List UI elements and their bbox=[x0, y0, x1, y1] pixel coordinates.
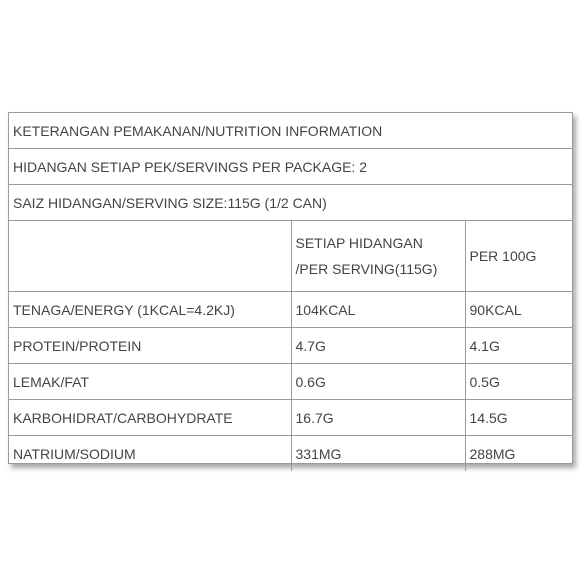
table-title: KETERANGAN PEMAKANAN/NUTRITION INFORMATION bbox=[9, 113, 572, 149]
header-per-serving-line1: SETIAP HIDANGAN bbox=[295, 235, 423, 251]
header-per-serving-line2: /PER SERVING(115G) bbox=[295, 261, 438, 277]
per-100g-value: 90KCAL bbox=[465, 292, 572, 328]
nutrition-panel bbox=[8, 112, 573, 464]
per-serving-value: 331MG bbox=[291, 436, 465, 472]
column-header-row bbox=[9, 221, 572, 292]
servings-row bbox=[9, 149, 572, 185]
servings-per-package: HIDANGAN SETIAP PEK/SERVINGS PER PACKAGE: 2 bbox=[9, 149, 572, 185]
nutrient-name: PROTEIN/PROTEIN bbox=[9, 328, 291, 364]
nutrient-name: LEMAK/FAT bbox=[9, 364, 291, 400]
table-row bbox=[9, 292, 572, 328]
table-row bbox=[9, 364, 572, 400]
per-serving-value: 104KCAL bbox=[291, 292, 465, 328]
per-serving-value: 0.6G bbox=[291, 364, 465, 400]
nutrition-table bbox=[9, 113, 572, 471]
per-100g-value: 4.1G bbox=[465, 328, 572, 364]
table-row bbox=[9, 328, 572, 364]
per-100g-value: 0.5G bbox=[465, 364, 572, 400]
header-per-serving bbox=[291, 221, 465, 292]
table-row bbox=[9, 436, 572, 472]
nutrient-name: KARBOHIDRAT/CARBOHYDRATE bbox=[9, 400, 291, 436]
serving-size: SAIZ HIDANGAN/SERVING SIZE:115G (1/2 CAN) bbox=[9, 185, 572, 221]
serving-size-row bbox=[9, 185, 572, 221]
header-per-100g: PER 100G bbox=[465, 221, 572, 292]
nutrient-name: TENAGA/ENERGY (1KCAL=4.2KJ) bbox=[9, 292, 291, 328]
per-serving-value: 16.7G bbox=[291, 400, 465, 436]
per-100g-value: 288MG bbox=[465, 436, 572, 472]
title-row bbox=[9, 113, 572, 149]
header-empty-cell bbox=[9, 221, 291, 292]
table-row bbox=[9, 400, 572, 436]
per-100g-value: 14.5G bbox=[465, 400, 572, 436]
nutrient-name: NATRIUM/SODIUM bbox=[9, 436, 291, 472]
per-serving-value: 4.7G bbox=[291, 328, 465, 364]
